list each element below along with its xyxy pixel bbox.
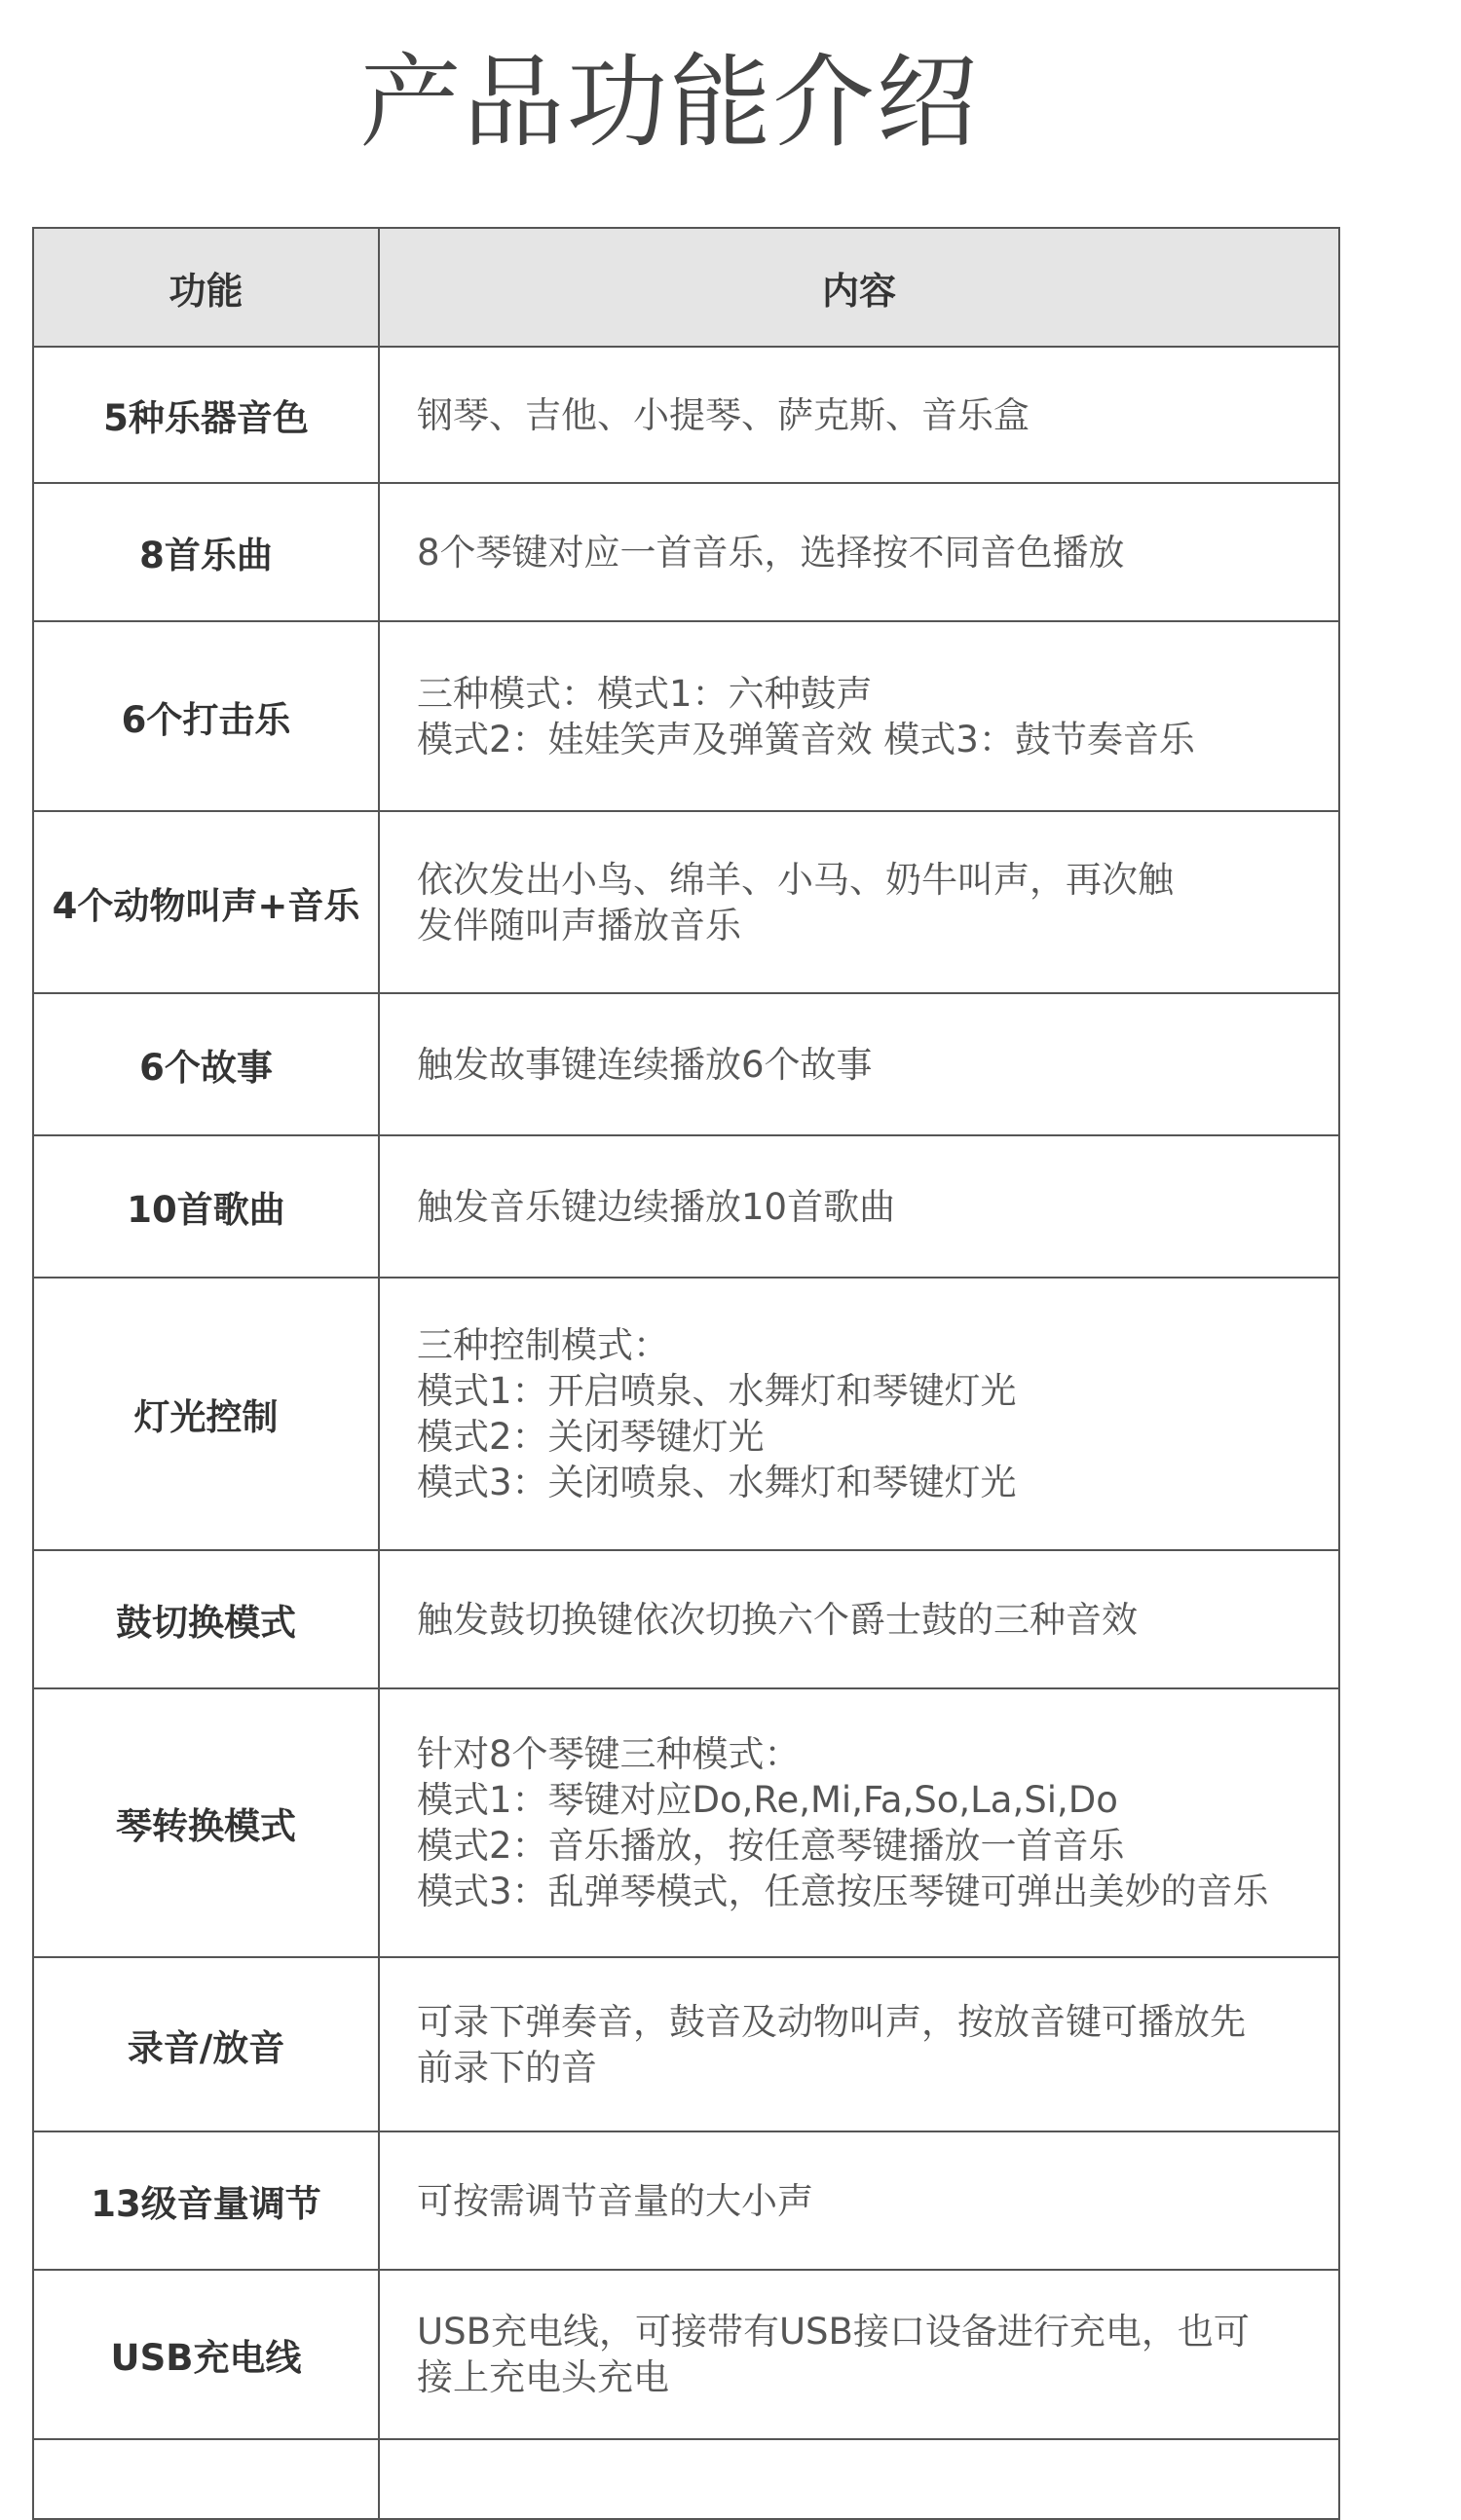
feature-description	[379, 2131, 1339, 2270]
table-row	[33, 2270, 1339, 2439]
feature-description	[379, 1278, 1339, 1550]
description-line: 模式2：音乐播放，按任意琴键播放一首音乐	[417, 1825, 1125, 1867]
description-line: 接上充电头充电	[417, 2356, 669, 2398]
table-row	[33, 483, 1339, 621]
description-line: 发伴随叫声播放音乐	[417, 904, 741, 946]
table-row	[33, 347, 1339, 483]
table-row	[33, 1957, 1339, 2131]
description-line: 模式3：关闭喷泉、水舞灯和琴键灯光	[417, 1462, 1017, 1503]
feature-name: 13级音量调节	[33, 2131, 379, 2270]
feature-name: USB充电线	[33, 2270, 379, 2439]
feature-name: 6个打击乐	[33, 621, 379, 811]
feature-description	[379, 621, 1339, 811]
feature-name: 灯光控制	[33, 1278, 379, 1550]
feature-description	[379, 1135, 1339, 1278]
feature-name: 录音/放音	[33, 1957, 379, 2131]
description-line: 钢琴、吉他、小提琴、萨克斯、音乐盒	[417, 393, 1030, 436]
table-row	[33, 1278, 1339, 1550]
feature-description	[379, 1550, 1339, 1688]
feature-name: 6个故事	[33, 993, 379, 1135]
feature-name: 10首歌曲	[33, 1135, 379, 1278]
description-line: 模式2：关闭琴键灯光	[417, 1416, 765, 1458]
feature-name: 鼓切换模式	[33, 1550, 379, 1688]
table-row	[33, 811, 1339, 993]
description-line: 模式1：琴键对应Do,Re,Mi,Fa,So,La,Si,Do	[417, 1779, 1118, 1821]
description-line: USB充电线，可接带有USB接口设备进行充电，也可	[417, 2311, 1250, 2353]
description-line: 触发音乐键边续播放10首歌曲	[417, 1185, 896, 1228]
feature-name: 4个动物叫声+音乐	[33, 811, 379, 993]
description-line: 模式3：乱弹琴模式，任意按压琴键可弹出美妙的音乐	[417, 1871, 1269, 1912]
page-title: 产品功能介绍	[359, 43, 980, 162]
feature-description	[379, 1957, 1339, 2131]
feature-name: 8首乐曲	[33, 483, 379, 621]
feature-table	[32, 227, 1340, 2520]
description-line: 可按需调节音量的大小声	[417, 2179, 813, 2222]
description-line: 依次发出小鸟、绵羊、小马、奶牛叫声，再次触	[417, 858, 1174, 901]
table-row	[33, 993, 1339, 1135]
description-line: 模式2：娃娃笑声及弹簧音效 模式3：鼓节奏音乐	[417, 718, 1195, 760]
feature-description	[379, 811, 1339, 993]
description-line: 模式1：开启喷泉、水舞灯和琴键灯光	[417, 1370, 1017, 1412]
table-row	[33, 1550, 1339, 1688]
feature-name: 琴转换模式	[33, 1688, 379, 1957]
table-row	[33, 1688, 1339, 1957]
description-line: 三种控制模式：	[417, 1324, 669, 1366]
feature-name: 5种乐器音色	[33, 347, 379, 483]
feature-description	[379, 1688, 1339, 1957]
header-content: 内容	[379, 228, 1339, 347]
description-line: 8个琴键对应一首音乐，选择按不同音色播放	[417, 531, 1125, 574]
description-line: 触发鼓切换键依次切换六个爵士鼓的三种音效	[417, 1598, 1138, 1641]
feature-name-empty	[33, 2439, 379, 2519]
feature-description-empty	[379, 2439, 1339, 2519]
description-line: 三种模式：模式1：六种鼓声	[417, 672, 873, 715]
description-line: 前录下的音	[417, 2046, 597, 2089]
feature-description	[379, 347, 1339, 483]
table-row	[33, 2439, 1339, 2519]
feature-description	[379, 993, 1339, 1135]
description-line: 可录下弹奏音，鼓音及动物叫声，按放音键可播放先	[417, 2000, 1246, 2043]
table-row	[33, 1135, 1339, 1278]
description-line: 触发故事键连续播放6个故事	[417, 1043, 873, 1086]
table-header-row	[33, 228, 1339, 347]
feature-description	[379, 2270, 1339, 2439]
header-feature: 功能	[33, 228, 379, 347]
table-row	[33, 621, 1339, 811]
feature-description	[379, 483, 1339, 621]
table-row	[33, 2131, 1339, 2270]
description-line: 针对8个琴键三种模式：	[417, 1733, 801, 1775]
